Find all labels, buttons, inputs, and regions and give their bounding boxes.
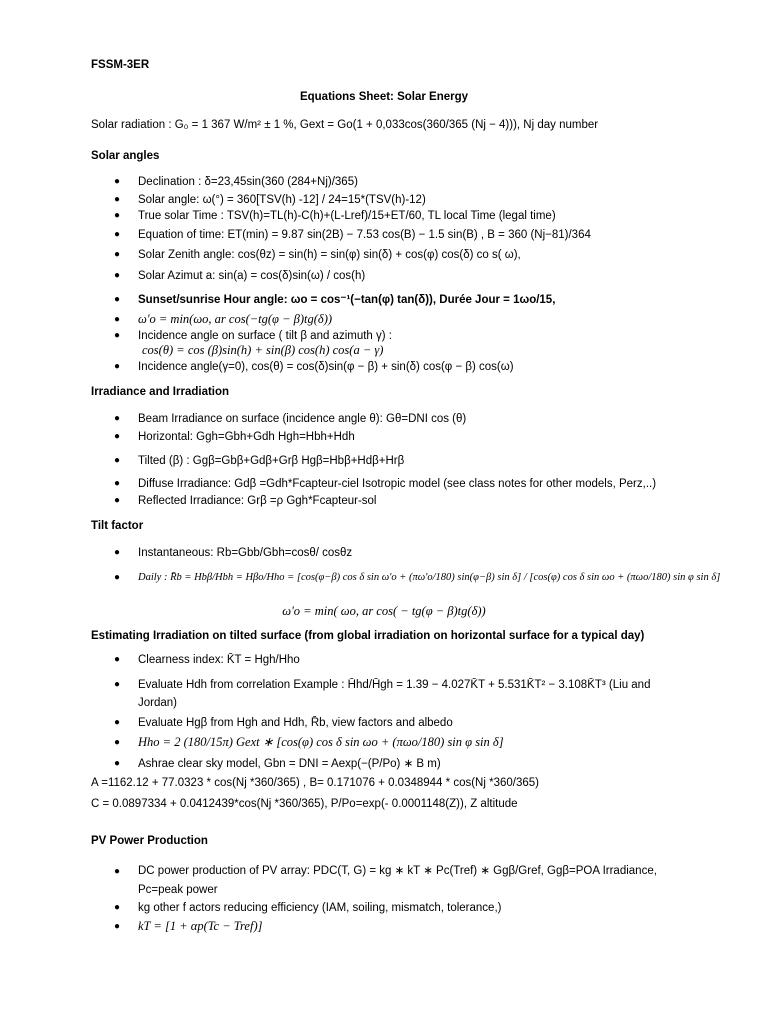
bullet-icon (114, 902, 120, 913)
daily-rb-item: Daily : R̄b = Hbβ/Hbh = Hβo/Hho = [cos(φ−β) cos δ sin ω'o + (πω'o/180) sin(φ−β) sin δ] / [cos(φ) cos δ sin ωo + (πωo/180) sin φ sin δ] (138, 572, 721, 583)
horizontal-item: Horizontal: Ggh=Gbh+Gdh Hgh=Hbh+Hdh (138, 431, 355, 443)
section-pv-power: PV Power Production (91, 835, 208, 847)
clearness-index-item: Clearness index: K̄T = Hgh/Hho (138, 654, 300, 666)
bullet-icon (114, 495, 120, 506)
beam-irradiance-item: Beam Irradiance on surface (incidence angle θ): Gθ=DNI cos (θ) (138, 413, 467, 425)
section-estimating: Estimating Irradiation on tilted surface (from global irradiation on horizontal surface for a typical day) (91, 630, 645, 642)
bullet-icon (114, 547, 120, 558)
incidence-angle-gamma-item: Incidence angle(γ=0), cos(θ) = cos(δ)sin(φ − β) + sin(δ) cos(φ − β) cos(ω) (138, 361, 514, 373)
sunset-hour-angle-item: Sunset/sunrise Hour angle: ωo = cos⁻¹(−tan(φ) tan(δ)), Durée Jour = 1ωo/15, (138, 294, 556, 306)
peak-power-note: Pc=peak power (138, 884, 218, 896)
bullet-icon (114, 866, 120, 877)
bullet-icon (114, 229, 120, 240)
bullet-icon (114, 294, 120, 305)
true-solar-time-item: True solar Time : TSV(h)=TL(h)-C(h)+(L-Lref)/15+ET/60, TL local Time (legal time) (138, 210, 556, 222)
incidence-angle-formula: cos(θ) = cos (β)sin(h) + sin(β) cos(h) cos(a − γ) (142, 343, 384, 357)
bullet-icon (114, 758, 120, 769)
bullet-icon (114, 361, 120, 372)
section-tilt-factor: Tilt factor (91, 520, 144, 532)
ashrae-model-item: Ashrae clear sky model, Gbn = DNI = Aexp(−(P/Po) ∗ B m) (138, 758, 441, 770)
ashrae-coeff-c: C = 0.0897334 + 0.0412439*cos(Nj *360/365), P/Po=exp(- 0.0001148(Z)), Z altitude (91, 798, 518, 810)
section-irradiance: Irradiance and Irradiation (91, 386, 230, 398)
reflected-irradiance-item: Reflected Irradiance: Grβ =ρ Ggh*Fcapteur-sol (138, 495, 377, 507)
ashrae-coeff-ab: A =1162.12 + 77.0323 * cos(Nj *360/365) , B= 0.171076 + 0.0348944 * cos(Nj *360/365) (91, 777, 539, 789)
bullet-icon (114, 572, 120, 583)
bullet-icon (114, 654, 120, 665)
equation-of-time-item: Equation of time: ET(min) = 9.87 sin(2B) − 7.53 cos(B) − 1.5 sin(B) , B = 360 (Nj−81)/364 (138, 229, 591, 241)
doc-id: FSSM-3ER (91, 59, 150, 71)
omega-prime-item: ω'o = min(ωo, ar cos(−tg(φ − β)tg(δ)) (138, 312, 333, 326)
kg-factors-item: kg other f actors reducing efficiency (IAM, soiling, mismatch, tolerance,) (138, 902, 502, 914)
omega-prime-formula: ω'o = min( ωo, ar cos( − tg(φ − β)tg(δ)) (282, 604, 486, 618)
bullet-icon (114, 455, 120, 466)
bullet-icon (114, 210, 120, 221)
evaluate-hgb-item: Evaluate Hgβ from Hgh and Hdh, R̄b, view factors and albedo (138, 717, 453, 729)
incidence-angle-item: Incidence angle on surface ( tilt β and azimuth γ) : (138, 330, 392, 342)
diffuse-irradiance-item: Diffuse Irradiance: Gdβ =Gdh*Fcapteur-ciel Isotropic model (see class notes for other models, Perz,..) (138, 478, 657, 490)
bullet-icon (114, 737, 120, 748)
instantaneous-item: Instantaneous: Rb=Gbb/Gbh=cosθ/ cosθz (138, 547, 353, 559)
bullet-icon (114, 921, 120, 932)
kt-formula-item: kT = [1 + αp(Tc − Tref)] (138, 919, 263, 933)
bullet-icon (114, 679, 120, 690)
solar-zenith-item: Solar Zenith angle: cos(θz) = sin(h) = sin(φ) sin(δ) + cos(φ) cos(δ) co s( ω), (138, 249, 521, 261)
bullet-icon (114, 717, 120, 728)
bullet-icon (114, 330, 120, 341)
solar-azimut-item: Solar Azimut a: sin(a) = cos(δ)sin(ω) / cos(h) (138, 270, 366, 282)
bullet-icon (114, 194, 120, 205)
bullet-icon (114, 314, 120, 325)
evaluate-hdh-item: Evaluate Hdh from correlation Example : H̄hd/H̄gh = 1.39 − 4.027K̄T + 5.531K̄T² − 3.108K̄T³ (Liu and (138, 679, 651, 691)
bullet-icon (114, 478, 120, 489)
hho-formula-item: Hho = 2 (180/15π) Gext ∗ [cos(φ) cos δ sin ωo + (πωo/180) sin φ sin δ] (138, 735, 504, 749)
solar-angle-item: Solar angle: ω(°) = 360[TSV(h) -12] / 24=15*(TSV(h)-12) (138, 194, 426, 206)
bullet-icon (114, 249, 120, 260)
bullet-icon (114, 270, 120, 281)
dc-power-item: DC power production of PV array: PDC(T, G) = kg ∗ kT ∗ Pc(Tref) ∗ Ggβ/Gref, Ggβ=POA Irradiance, (138, 865, 657, 877)
bullet-icon (114, 176, 120, 187)
declination-item: Declination : δ=23,45sin(360 (284+Nj)/365) (138, 176, 358, 188)
tilted-item: Tilted (β) : Ggβ=Gbβ+Gdβ+Grβ Hgβ=Hbβ+Hdβ+Hrβ (138, 455, 405, 467)
solar-radiation-line: Solar radiation : G₀ = 1 367 W/m² ± 1 %, Gext = Go(1 + 0,033cos(360/365 (Nj − 4))), Nj day number (91, 119, 599, 131)
bullet-icon (114, 431, 120, 442)
section-solar-angles: Solar angles (91, 150, 160, 162)
bullet-icon (114, 413, 120, 424)
evaluate-hdh-continued: Jordan) (138, 697, 177, 709)
page-title: Equations Sheet: Solar Energy (299, 91, 469, 103)
